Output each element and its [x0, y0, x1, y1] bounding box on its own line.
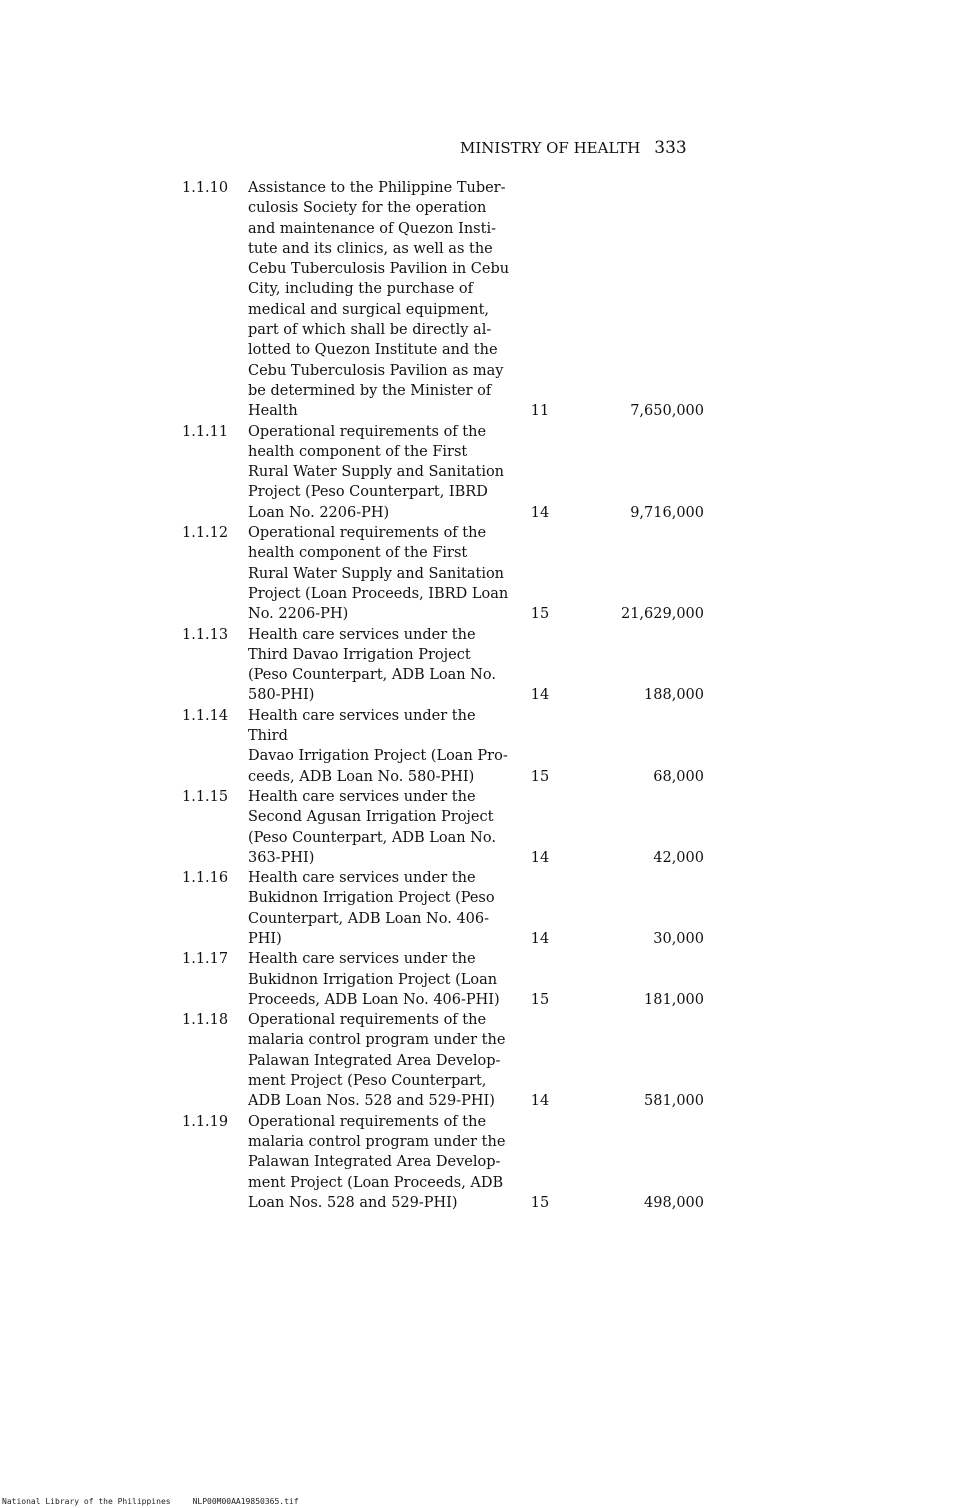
list-item	[182, 706, 722, 787]
item-amount: 581,000	[644, 1093, 704, 1110]
item-description: Health care services under the Bukidnon Irrigation Project (Peso Counterpart, ADB Loan No. 406- PHI)	[248, 870, 495, 947]
fund-code: 15	[530, 1194, 550, 1211]
item-description: Operational requirements of the health component of the First Rural Water Supply and Sanitation Project (Peso Counterpart, IBRD Loan No. 2206-PH)	[248, 423, 505, 521]
fund-code: 14	[530, 687, 550, 704]
item-number: 1.1.15	[182, 788, 229, 805]
fund-code: 14	[530, 930, 550, 947]
page-header	[460, 138, 700, 158]
page-title: MINISTRY OF HEALTH	[460, 139, 641, 157]
list-item	[182, 949, 722, 1010]
item-number: 1.1.14	[182, 707, 229, 724]
appropriation-list	[182, 178, 722, 1213]
item-number: 1.1.13	[182, 626, 229, 643]
fund-code: 15	[530, 991, 550, 1008]
list-item	[182, 178, 722, 422]
fund-code: 14	[530, 849, 550, 866]
item-description: Health care services under the Bukidnon Irrigation Project (Loan Proceeds, ADB Loan No. 406-PHI)	[248, 951, 500, 1008]
item-amount: 9,716,000	[630, 504, 704, 521]
item-number: 1.1.11	[182, 423, 229, 440]
fund-code: 14	[530, 504, 550, 521]
item-amount: 42,000	[653, 849, 704, 866]
item-number: 1.1.12	[182, 525, 229, 542]
list-item	[182, 523, 722, 624]
item-amount: 21,629,000	[620, 606, 704, 623]
fund-code: 15	[530, 768, 550, 785]
list-item	[182, 625, 722, 706]
item-amount: 7,650,000	[630, 403, 704, 420]
item-description: Health care services under the Third Davao Irrigation Project (Peso Counterpart, ADB Loan No. 580-PHI)	[248, 626, 496, 704]
item-number: 1.1.18	[182, 1012, 229, 1029]
item-description: Health care services under the Second Agusan Irrigation Project (Peso Counterpart, ADB Loan No. 363-PHI)	[248, 788, 496, 866]
fund-code: 15	[530, 606, 550, 623]
item-description: Assistance to the Philippine Tuber- culosis Society for the operation and maintenance of Quezon Insti- tute and its clinics, as well as the Cebu Tuberculosis Pavilion in Cebu City, including the purchase of medical and surgical equipment, part of which shall be directly al- lotted to Quezon Institute and the Cebu Tuberculosis Pavilion as may be determined by the Minister of Health	[248, 180, 510, 420]
item-description: Operational requirements of the malaria control program under the Palawan Integrated Area Develop- ment Project (Loan Proceeds, ADB Loan Nos. 528 and 529-PHI)	[248, 1113, 506, 1211]
item-amount: 68,000	[653, 768, 704, 785]
item-amount: 188,000	[644, 687, 704, 704]
item-amount: 30,000	[653, 930, 704, 947]
file-id: NLP00M00AA19850365.tif	[192, 1497, 299, 1506]
item-number: 1.1.16	[182, 870, 229, 887]
list-item	[182, 422, 722, 523]
list-item	[182, 1112, 722, 1213]
item-number: 1.1.17	[182, 951, 229, 968]
item-description: Health care services under the Third Davao Irrigation Project (Loan Pro- ceeds, ADB Loan No. 580-PHI)	[248, 707, 508, 785]
fund-code: 11	[530, 403, 550, 420]
list-item	[182, 787, 722, 868]
item-description: Operational requirements of the health component of the First Rural Water Supply and Sanitation Project (Loan Proceeds, IBRD Loan No. 2206-PH)	[248, 525, 509, 623]
list-item	[182, 868, 722, 949]
item-number: 1.1.10	[182, 180, 229, 196]
fund-code: 14	[530, 1093, 550, 1110]
list-item	[182, 1010, 722, 1111]
item-amount: 498,000	[644, 1194, 704, 1211]
page-number: 333	[654, 138, 687, 158]
scan-footer	[2, 1497, 299, 1506]
item-description: Operational requirements of the malaria control program under the Palawan Integrated Area Develop- ment Project (Peso Counterpart, ADB Loan Nos. 528 and 529-PHI)	[248, 1012, 506, 1110]
item-number: 1.1.19	[182, 1113, 229, 1130]
item-amount: 181,000	[644, 991, 704, 1008]
library-credit: National Library of the Philippines	[2, 1497, 171, 1506]
